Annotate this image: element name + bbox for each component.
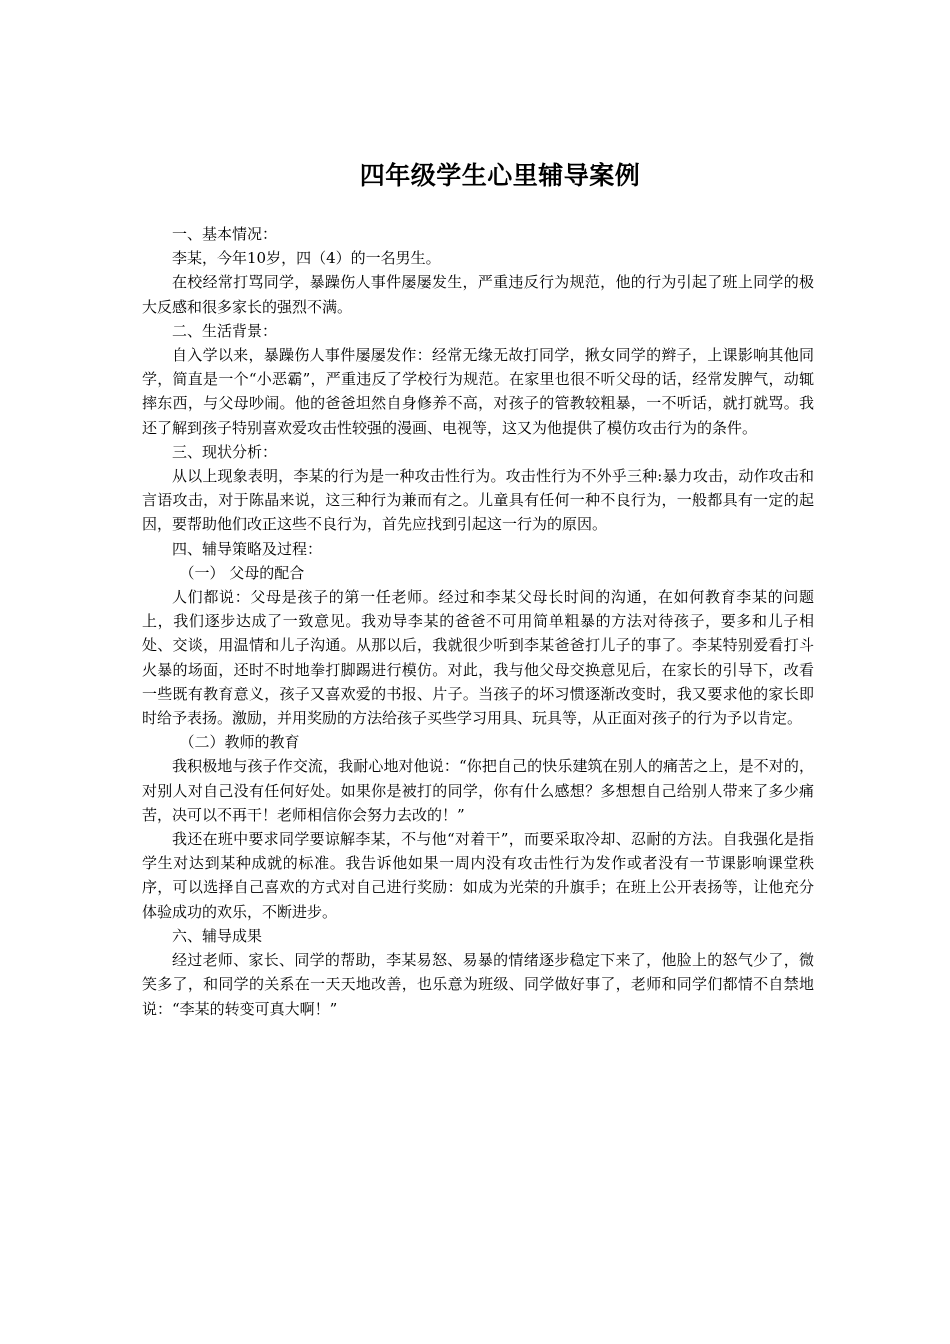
subsection-heading-parents: （一） 父母的配合 <box>179 563 305 582</box>
paragraph: 经过老师、家长、同学的帮助，李某易怒、易暴的情绪逐步稳定下来了，他脸上的怒气少了，微笑多了，和同学的关系在一天天地改善，也乐意为班级、同学做好事了，老师和同学们都情不自禁地说：“李某的转变可真大啊！” <box>142 951 814 1018</box>
paragraph: 李某，今年10岁，四（4）的一名男生。 <box>172 249 441 268</box>
paragraph: 我还在班中要求同学要谅解李某，不与他“对着干”，而要采取冷却、忍耐的方法。自我强化是指学生对达到某种成就的标准。我告诉他如果一周内没有攻击性行为发作或者没有一节课影响课堂秩序，可以选择自己喜欢的方式对自己进行奖励：如成为光荣的升旗手；在班上公开表扬等，让他充分体验成功的欢乐，不断进步。 <box>142 830 814 921</box>
paragraph: 自入学以来，暴躁伤人事件屡屡发作：经常无缘无故打同学，揪女同学的辫子，上课影响其他同学，简直是一个“小恶霸”，严重违反了学校行为规范。在家里也很不听父母的话，经常发脾气，动辄摔东西，与父母吵闹。他的爸爸坦然自身修养不高，对孩子的管教较粗暴，一不听话，就打就骂。我还了解到孩子特别喜欢爱攻击性较强的漫画、电视等，这又为他提供了模仿攻击行为的条件。 <box>142 346 814 437</box>
paragraph: 我积极地与孩子作交流，我耐心地对他说：“你把自己的快乐建筑在别人的痛苦之上，是不对的，对别人对自己没有任何好处。如果你是被打的同学，你有什么感想？多想想自己给别人带来了多少痛苦，决可以不再干！老师相信你会努力去改的！” <box>142 757 814 824</box>
paragraph: 从以上现象表明，李某的行为是一种攻击性行为。攻击性行为不外乎三种:暴力攻击，动作攻击和言语攻击，对于陈晶来说，这三种行为兼而有之。儿童具有任何一种不良行为，一般都具有一定的起因，要帮助他们改正这些不良行为，首先应找到引起这一行为的原因。 <box>142 467 814 534</box>
section-heading-strategy: 四、辅导策略及过程： <box>172 539 323 558</box>
paragraph: 在校经常打骂同学，暴躁伤人事件屡屡发生，严重违反行为规范，他的行为引起了班上同学的极大反感和很多家长的强烈不满。 <box>142 273 814 316</box>
section-heading-background: 二、生活背景： <box>172 321 278 340</box>
subsection-heading-teacher: （二）教师的教育 <box>179 733 300 752</box>
document-body <box>142 222 814 1021</box>
section-heading-results: 六、辅导成果 <box>172 926 263 945</box>
section-heading-analysis: 三、现状分析： <box>172 442 278 461</box>
section-heading-basic-info: 一、基本情况： <box>172 225 278 243</box>
paragraph: 人们都说：父母是孩子的第一任老师。经过和李某父母长时间的沟通，在如何教育李某的问题上，我们逐步达成了一致意见。我劝导李某的爸爸不可用简单粗暴的方法对待孩子，要多和儿子相处、交谈，用温情和儿子沟通。从那以后，我就很少听到李某爸爸打儿子的事了。李某特别爱看打斗火暴的场面，还时不时地拳打脚踢进行模仿。对此，我与他父母交换意见后，在家长的引导下，改看一些既有教育意义，孩子又喜欢爱的书报、片子。当孩子的坏习惯逐渐改变时，我又要求他的家长即时给予表扬。激励，并用奖励的方法给孩子买些学习用具、玩具等，从正面对孩子的行为予以肯定。 <box>142 588 814 728</box>
document-title: 四年级学生心里辅导案例 <box>359 161 641 190</box>
